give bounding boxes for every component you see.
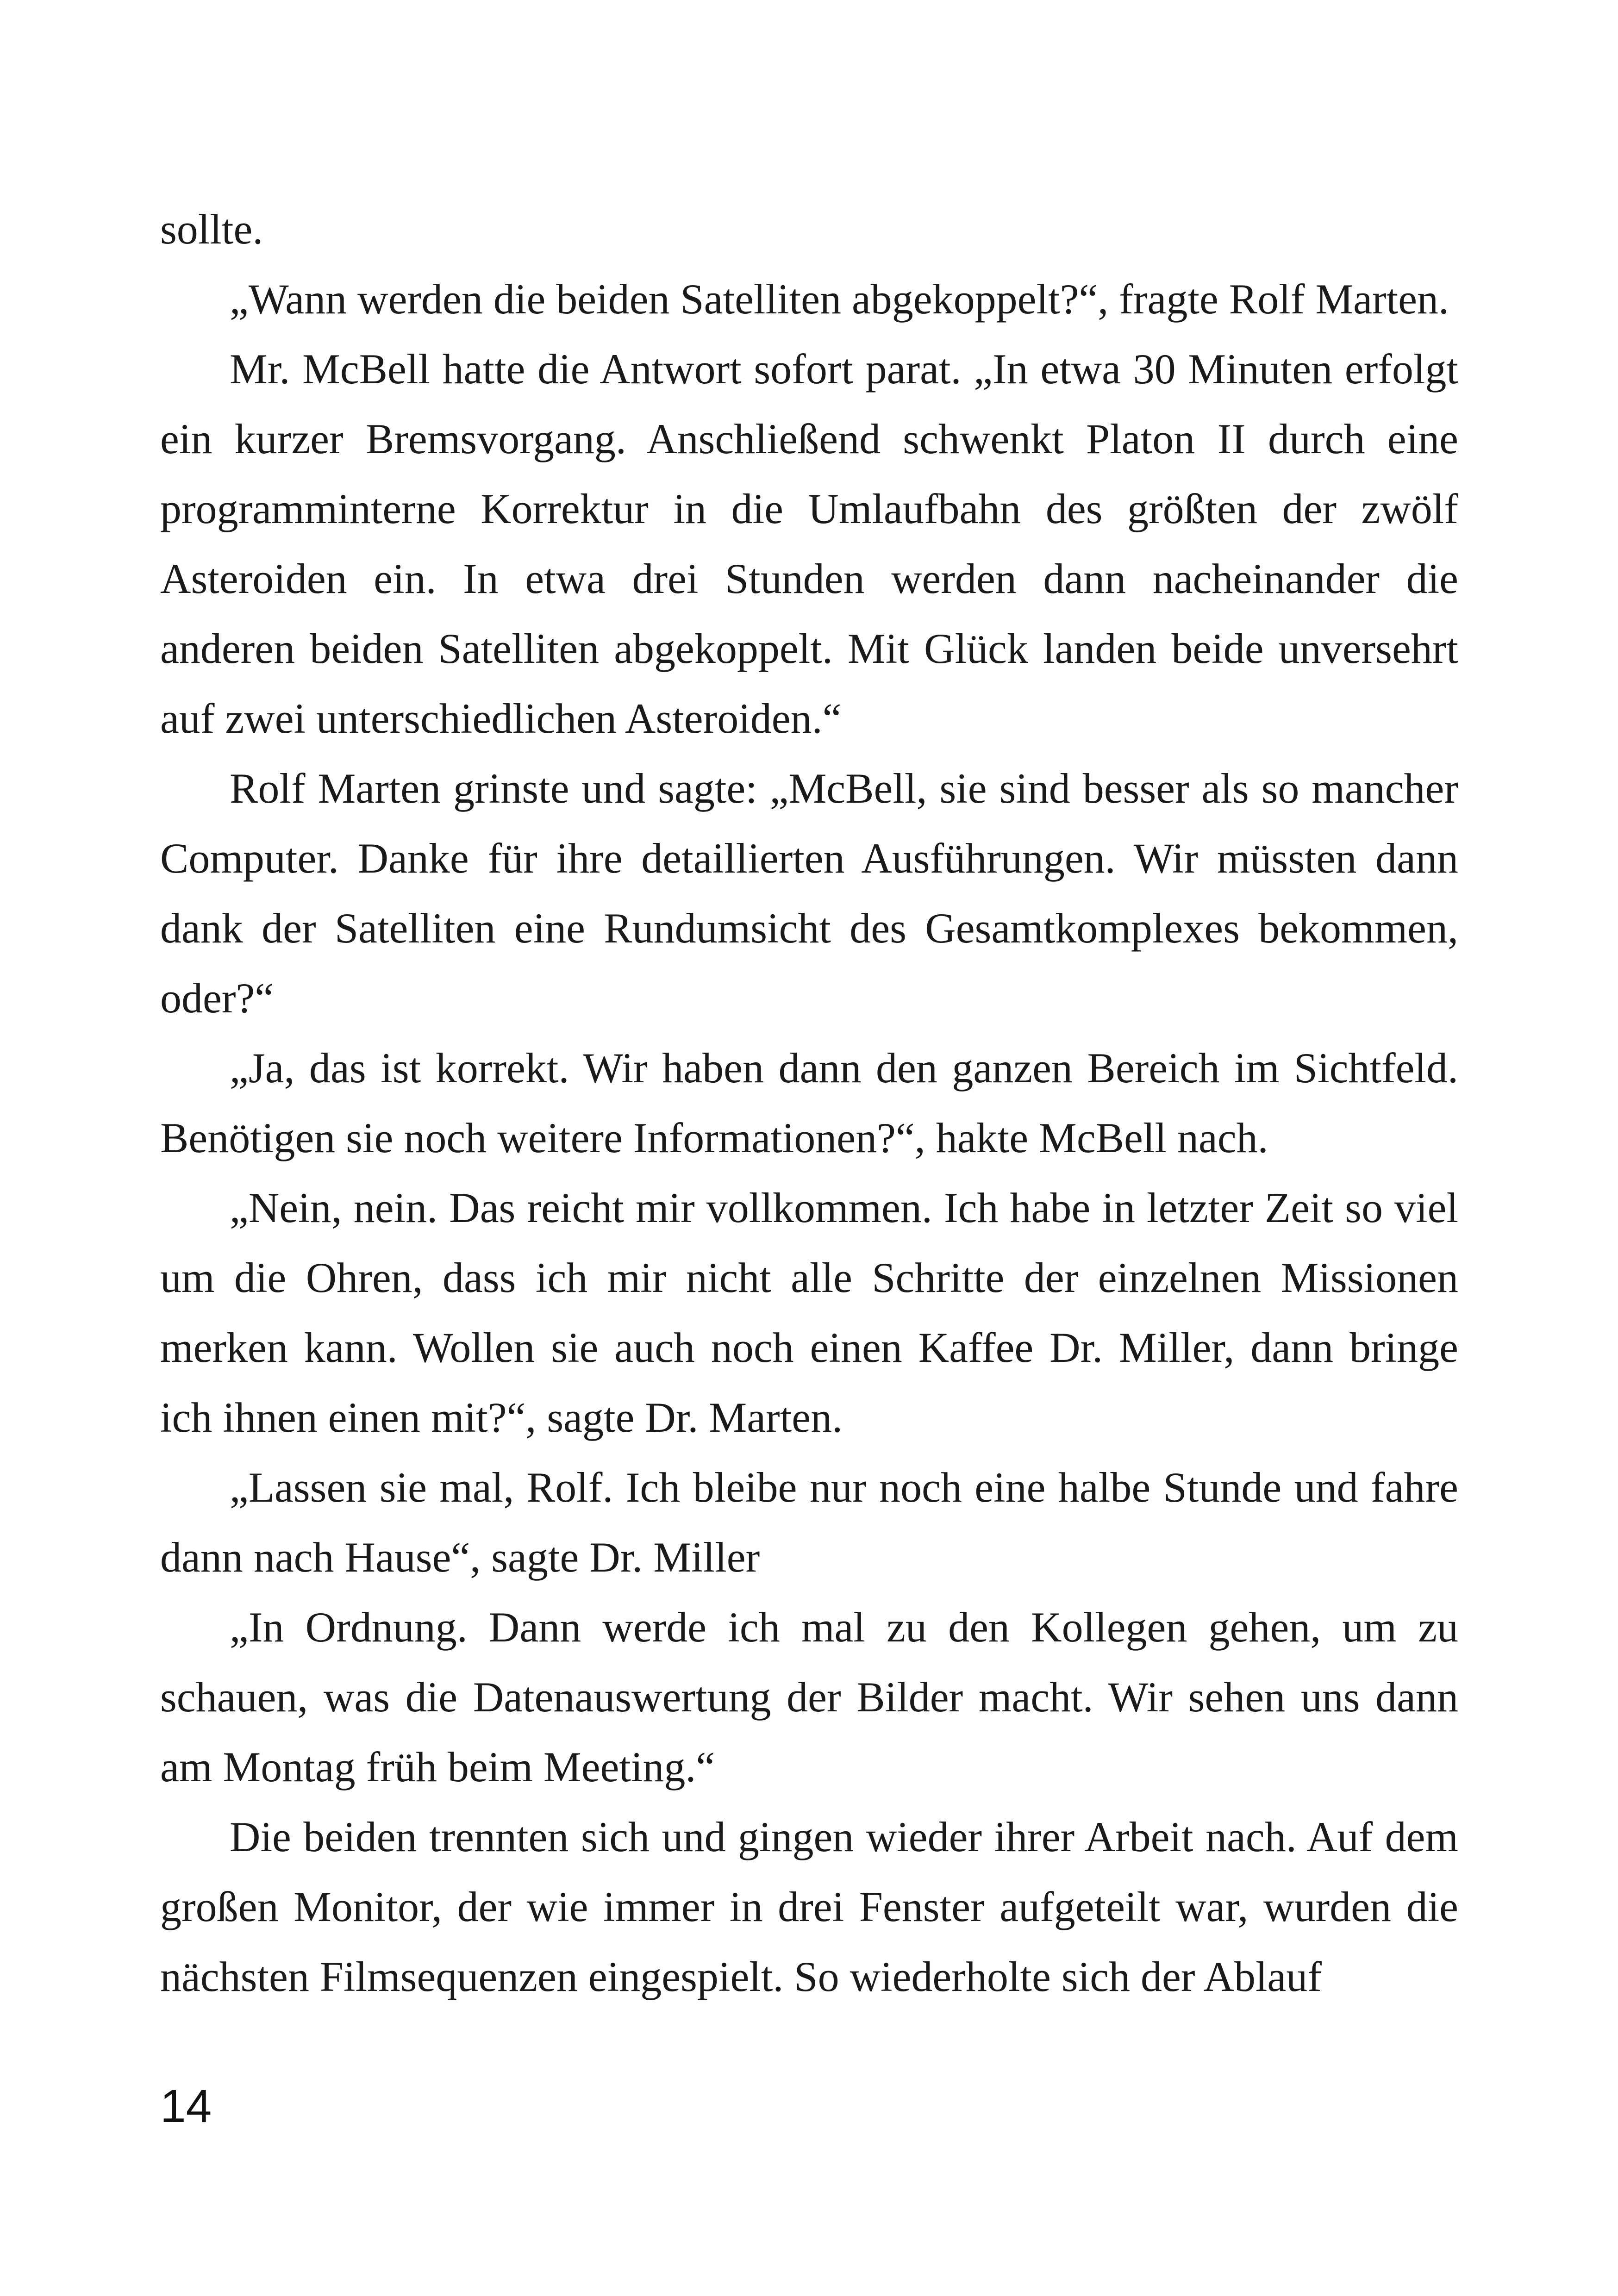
paragraph-5: „Ja, das ist korrekt. Wir haben dann den ganzen Bereich im Sichtfeld. Benötigen sie noch weitere Informationen?“, hakte McBell nach.	[160, 1044, 1458, 1161]
paragraph-6: „Nein, nein. Das reicht mir vollkommen. Ich habe in letzter Zeit so viel um die Ohren, dass ich mir nicht alle Schritte der einzelnen Missionen merken kann. Wollen sie auch noch einen Kaffee Dr. Miller, dann bringe ich ihnen einen mit?“, sagte Dr. Marten.	[160, 1184, 1458, 1441]
paragraph-4: Rolf Marten grinste und sagte: „McBell, sie sind besser als so mancher Computer. Danke für ihre detaillierten Ausführungen. Wir müssten dann dank der Satelliten eine Rundumsicht des Gesamtkomplexes bekommen, oder?“	[160, 765, 1458, 1022]
paragraph-1: sollte.	[160, 206, 263, 253]
page-body-text	[160, 194, 1458, 2012]
paragraph-8: „In Ordnung. Dann werde ich mal zu den Kollegen gehen, um zu schauen, was die Datenauswertung der Bilder macht. Wir sehen uns dann am Montag früh beim Meeting.“	[160, 1603, 1458, 1791]
page-number: 14	[160, 2080, 212, 2132]
paragraph-2: „Wann werden die beiden Satelliten abgekoppelt?“, fragte Rolf Marten.	[230, 275, 1449, 323]
paragraph-3: Mr. McBell hatte die Antwort sofort parat. „In etwa 30 Minuten erfolgt ein kurzer Bremsvorgang. Anschließend schwenkt Platon II durch eine programminterne Korrektur in die Umlaufbahn des größten der zwölf Asteroiden ein. In etwa drei Stunden werden dann nacheinander die anderen beiden Satelliten abgekoppelt. Mit Glück landen beide unversehrt auf zwei unterschiedlichen Asteroiden.“	[160, 345, 1458, 742]
paragraph-7: „Lassen sie mal, Rolf. Ich bleibe nur noch eine halbe Stunde und fahre dann nach Hause“, sagte Dr. Miller	[160, 1464, 1458, 1581]
paragraph-9: Die beiden trennten sich und gingen wieder ihrer Arbeit nach. Auf dem großen Monitor, der wie immer in drei Fenster aufgeteilt war, wurden die nächsten Filmsequenzen eingespielt. So wiederholte sich der Ablauf	[160, 1813, 1458, 2000]
